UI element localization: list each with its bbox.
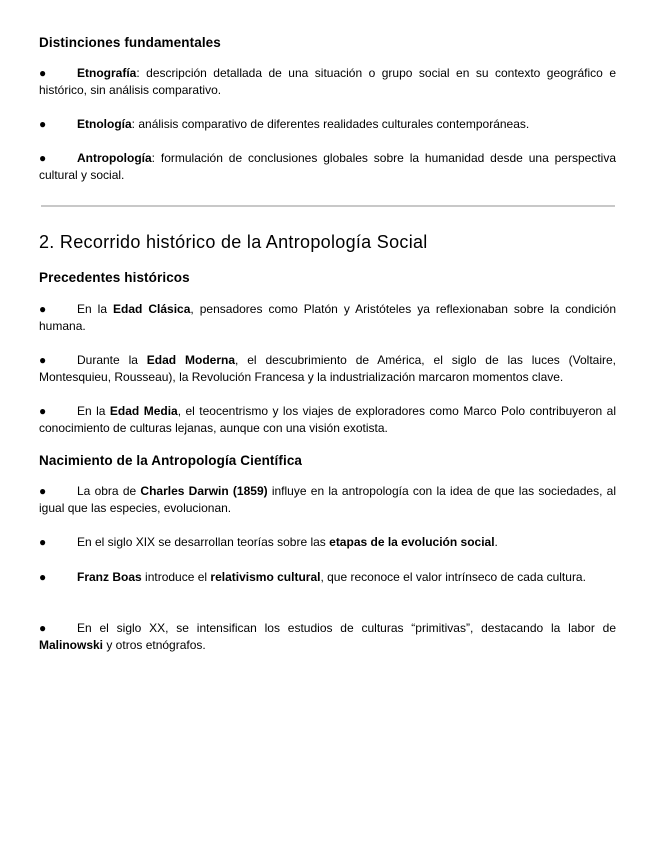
list-item-darwin — [39, 483, 616, 517]
item-text: , el descubrimiento de América, el siglo de las luces (Voltaire, Montesquieu, Rousseau), la Revolución Francesa y la industrialización marcaron momentos clave. — [39, 353, 616, 384]
item-text: En la — [77, 302, 114, 316]
item-text: En el siglo XIX se desarrollan teorías sobre las — [77, 535, 330, 549]
bullet-icon: ● — [39, 117, 47, 131]
bullet-icon: ● — [39, 151, 47, 165]
term-description: : análisis comparativo de diferentes realidades culturales contemporáneas. — [131, 117, 530, 131]
list-item-edad-media — [39, 403, 616, 437]
term-description: : descripción detallada de una situación o grupo social en su contexto geográfico e histórico, sin análisis comparativo. — [39, 66, 616, 97]
distinctions-heading: Distinciones fundamentales — [39, 35, 221, 50]
item-text: , el teocentrismo y los viajes de exploradores como Marco Polo contribuyeron al conocimiento de culturas lejanas, aunque con una visión exotista. — [39, 404, 616, 435]
term-label: Etnografía — [77, 66, 137, 80]
list-item-antropologia — [39, 150, 616, 184]
item-text: En la — [77, 404, 110, 418]
term-label: Etnología — [77, 117, 132, 131]
item-text: , que reconoce el valor intrínseco de cada cultura. — [320, 570, 586, 584]
item-emphasis: Edad Clásica — [113, 302, 191, 316]
bullet-icon: ● — [39, 484, 47, 498]
birth-heading: Nacimiento de la Antropología Científica — [39, 453, 303, 468]
bullet-icon: ● — [39, 353, 47, 367]
item-text: influye en la antropología con la idea de que las sociedades, al igual que las especies, evolucionan. — [39, 484, 616, 515]
item-emphasis: Edad Media — [109, 404, 178, 418]
section-title: 2. Recorrido histórico de la Antropología Social — [39, 232, 428, 252]
item-text: , pensadores como Platón y Aristóteles ya reflexionaban sobre la condición humana. — [39, 302, 617, 333]
item-emphasis: Edad Moderna — [146, 353, 236, 367]
item-text: La obra de — [77, 484, 141, 498]
list-item-edad-clasica — [39, 301, 616, 335]
item-text: . — [494, 535, 498, 549]
item-text: y otros etnógrafos. — [103, 638, 206, 652]
item-emphasis: Charles Darwin (1859) — [140, 484, 268, 498]
list-item-boas — [39, 569, 616, 586]
term-label: Antropología — [77, 151, 152, 165]
precedents-heading: Precedentes históricos — [39, 270, 190, 285]
bullet-icon: ● — [39, 621, 47, 635]
term-description: : formulación de conclusiones globales sobre la humanidad desde una perspectiva cultural y social. — [39, 151, 616, 182]
item-emphasis: etapas de la evolución social — [329, 535, 495, 549]
item-emphasis: relativismo cultural — [210, 570, 321, 584]
section-divider — [41, 205, 615, 207]
list-item-siglo-xx — [39, 620, 616, 654]
item-text: introduce el — [141, 570, 211, 584]
bullet-icon: ● — [39, 535, 47, 549]
item-text: Durante la — [77, 353, 147, 367]
item-text: En el siglo XX, se intensifican los estudios de culturas “primitivas”, destacando la labor de — [77, 621, 616, 635]
bullet-icon: ● — [39, 302, 47, 316]
list-item-etnologia — [39, 116, 616, 133]
bullet-icon: ● — [39, 570, 47, 584]
list-item-edad-moderna — [39, 352, 616, 386]
item-emphasis: Franz Boas — [77, 570, 142, 584]
bullet-icon: ● — [39, 66, 47, 80]
bullet-icon: ● — [39, 404, 47, 418]
item-emphasis: Malinowski — [39, 638, 104, 652]
list-item-etnografia — [39, 65, 616, 99]
list-item-siglo-xix — [39, 534, 616, 551]
